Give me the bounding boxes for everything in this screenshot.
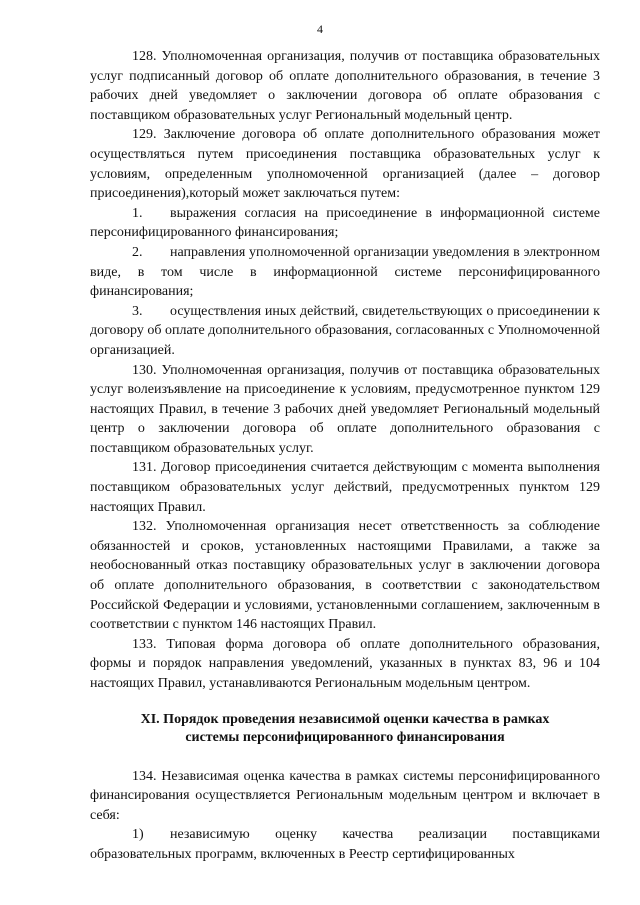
- page-number: 4: [317, 22, 323, 36]
- section-heading-line-2: системы персонифицированного финансирования: [185, 729, 505, 745]
- list-item-text: независимую оценку качества реализации поставщиками образовательных программ, включенных в Реестр сертифицированных: [90, 827, 600, 862]
- paragraph-130: 130. Уполномоченная организация, получив от поставщика образовательных услуг волеизъявление на присоединение к условиям, предусмотренное пунктом 129 настоящих Правил, в течение 3 рабочих дней уведомляет Региональный модельный центр о заключении договора об оплате дополнительного образования с поставщиком образовательных услуг.: [90, 362, 600, 456]
- section-heading-line-1: XI. Порядок проведения независимой оценки качества в рамках: [140, 711, 550, 727]
- list-item-text: выражения согласия на присоединение в информационной системе персонифицированного финансирования;: [90, 205, 600, 241]
- list-item-3: [90, 302, 600, 361]
- section-heading: [90, 711, 600, 747]
- document-body: [90, 47, 600, 865]
- list-item-number: 2.: [132, 244, 143, 260]
- list-item-text: направления уполномоченной организации уведомления в электронном виде, в том числе в информационной системе персонифицированного финансирования;: [90, 244, 600, 300]
- paragraph-128: 128. Уполномоченная организация, получив от поставщика образовательных услуг подписанный договор об оплате дополнительного образования, в течение 3 рабочих дней уведомляет о заключении договора об оплате образования с поставщиком образовательных услуг Региональный модельный центр.: [90, 49, 600, 123]
- list-item-number: 1): [132, 827, 144, 843]
- paragraph-131: 131. Договор присоединения считается действующим с момента выполнения поставщиком образовательных услуг действий, предусмотренных пунктом 129 настоящих Правил.: [90, 460, 600, 515]
- paragraph-132: 132. Уполномоченная организация несет ответственность за соблюдение обязанностей и сроков, установленных настоящими Правилами, а также за необоснованный отказ поставщику образовательных услуг в заключении договора об оплате дополнительного образования, в соответствии с законодательством Российской Федерации и условиями, установленными соглашением, заключенным в соответствии с пунктом 146 настоящих Правил.: [90, 519, 600, 633]
- list-item-number: 3.: [132, 303, 143, 319]
- list-item-text: осуществления иных действий, свидетельствующих о присоединении к договору об оплате дополнительного образования, согласованных с Уполномоченной организацией.: [90, 303, 600, 358]
- paragraph-133: 133. Типовая форма договора об оплате дополнительного образования, формы и порядок направления уведомлений, указанных в пунктах 83, 96 и 104 настоящих Правил, устанавливаются Региональным модельным центром.: [90, 636, 600, 691]
- list-item-number: 1.: [132, 205, 143, 221]
- list-item-1: [90, 204, 600, 243]
- list-item-2: [90, 243, 600, 302]
- list-item-1-subsection: [90, 825, 600, 864]
- paragraph-134: 134. Независимая оценка качества в рамках системы персонифицированного финансирования осуществляется Региональным модельным центром и включает в себя:: [90, 768, 600, 823]
- paragraph-129: 129. Заключение договора об оплате дополнительного образования может осуществляться путем присоединения поставщика образовательных услуг к условиям, определенным уполномоченной организацией (далее – договор присоединения),который может заключаться путем:: [90, 127, 600, 202]
